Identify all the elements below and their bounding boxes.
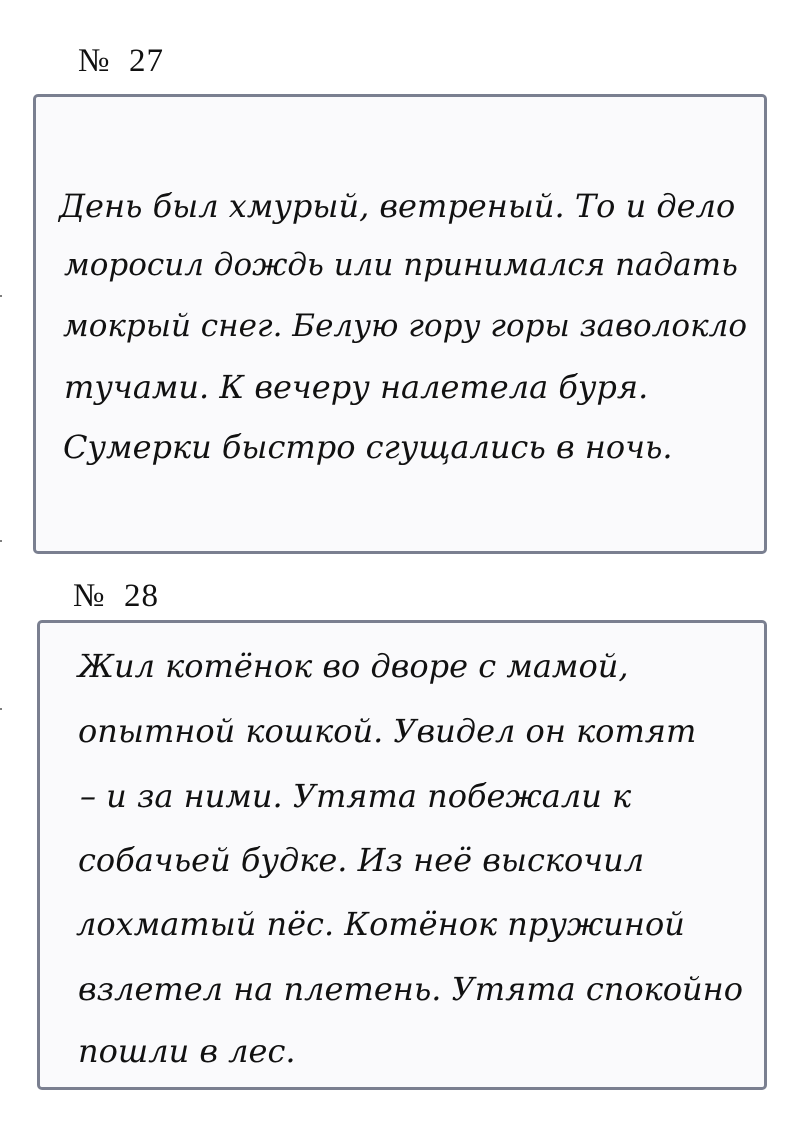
exercise-number: № 27	[78, 43, 164, 79]
text-line: тучами. К вечеру налетела буря.	[64, 368, 649, 406]
text-line: моросил дождь или принимался падать	[64, 247, 738, 283]
text-line: Сумерки быстро сгущались в ночь.	[63, 428, 673, 466]
text-line: мокрый снег. Белую гору горы заволокло	[63, 308, 747, 344]
text-line: лохматый пёс. Котёнок пружиной	[76, 905, 685, 943]
text-line: Жил котёнок во дворе с мамой,	[78, 647, 629, 685]
margin-dot	[0, 540, 2, 542]
text-line: взлетел на плетень. Утята спокойно	[78, 970, 743, 1008]
exercise-card	[33, 94, 767, 554]
text-line: – и за ними. Утята побежали к	[80, 777, 632, 815]
margin-dot	[0, 295, 2, 297]
exercise-number: № 28	[73, 578, 159, 614]
margin-dot	[0, 708, 2, 710]
text-line: собачьей будке. Из неё выскочил	[78, 841, 645, 879]
text-line: опытной кошкой. Увидел он котят	[78, 712, 697, 750]
text-line: пошли в лес.	[78, 1032, 296, 1070]
text-line: День был хмурый, ветреный. То и дело	[59, 187, 736, 225]
exercise-card	[37, 620, 767, 1090]
